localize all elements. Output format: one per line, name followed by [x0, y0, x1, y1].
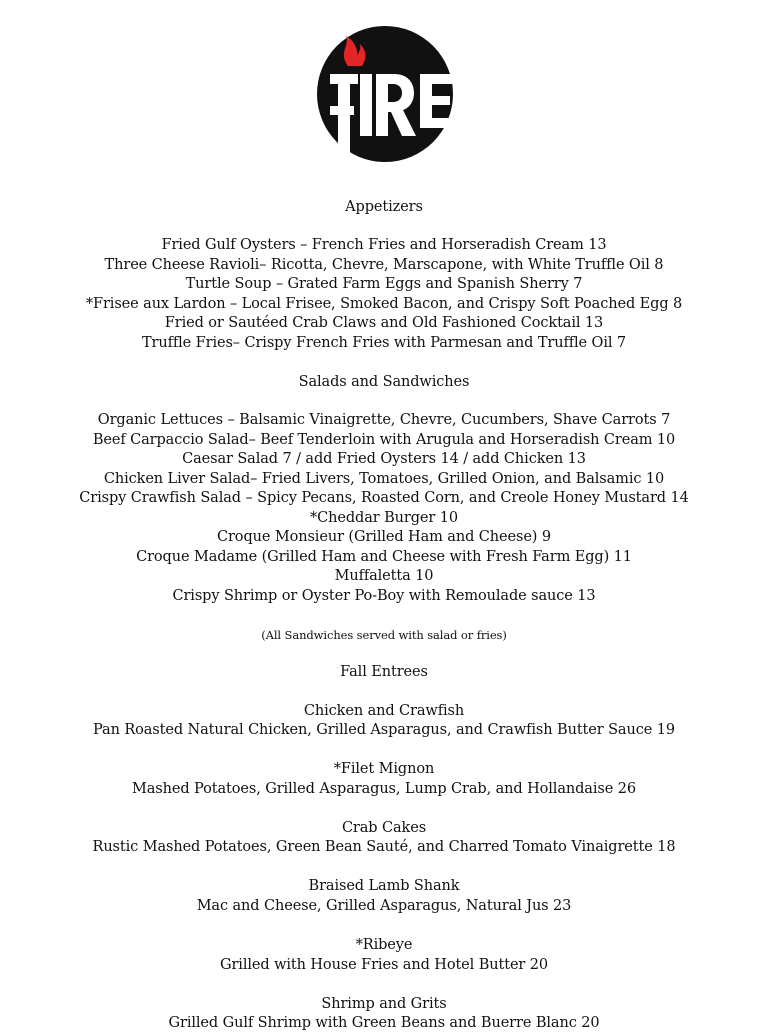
menu-item: Muffaletta 10	[334, 568, 434, 584]
menu-item: Croque Madame (Grilled Ham and Cheese with Fresh Farm Egg) 11	[136, 549, 632, 565]
entree-description: Mac and Cheese, Grilled Asparagus, Natural Jus 23	[196, 898, 572, 914]
entree-description: Rustic Mashed Potatoes, Green Bean Sauté, and Charred Tomato Vinaigrette 18	[92, 839, 676, 855]
menu-item: *Cheddar Burger 10	[310, 510, 458, 526]
menu-item: Truffle Fries– Crispy French Fries with Parmesan and Truffle Oil 7	[141, 335, 627, 351]
menu-item: Caesar Salad 7 / add Fried Oysters 14 / add Chicken 13	[182, 451, 586, 467]
menu-item: Organic Lettuces – Balsamic Vinaigrette, Chevre, Cucumbers, Shave Carrots 7	[97, 412, 671, 428]
menu-item: Crispy Shrimp or Oyster Po-Boy with Remoulade sauce 13	[172, 588, 596, 604]
fire-logo	[316, 22, 454, 164]
entree-description: Grilled with House Fries and Hotel Butter 20	[219, 957, 549, 973]
section-heading-appetizers: Appetizers	[345, 199, 423, 215]
entree-name: *Ribeye	[355, 937, 413, 953]
entree-name: Shrimp and Grits	[321, 996, 447, 1012]
entree-description: Grilled Gulf Shrimp with Green Beans and Buerre Blanc 20	[168, 1015, 600, 1031]
menu-item: Fried or Sautéed Crab Claws and Old Fashioned Cocktail 13	[164, 315, 604, 331]
menu-item: Chicken Liver Salad– Fried Livers, Tomatoes, Grilled Onion, and Balsamic 10	[103, 471, 665, 487]
sandwich-note: (All Sandwiches served with salad or fries)	[261, 628, 507, 642]
menu-item: Crispy Crawfish Salad – Spicy Pecans, Roasted Corn, and Creole Honey Mustard 14	[79, 490, 689, 506]
menu-item: Turtle Soup – Grated Farm Eggs and Spanish Sherry 7	[185, 276, 583, 292]
menu-item: Beef Carpaccio Salad– Beef Tenderloin with Arugula and Horseradish Cream 10	[92, 432, 676, 448]
menu-item: Three Cheese Ravioli– Ricotta, Chevre, Marscapone, with White Truffle Oil 8	[104, 257, 664, 273]
section-heading-fall-entrees: Fall Entrees	[340, 664, 428, 680]
section-heading-salads-sandwiches: Salads and Sandwiches	[298, 374, 470, 390]
menu-item: Croque Monsieur (Grilled Ham and Cheese) 9	[216, 529, 551, 545]
entree-description: Mashed Potatoes, Grilled Asparagus, Lump Crab, and Hollandaise 26	[132, 781, 636, 797]
entree-name: Braised Lamb Shank	[308, 878, 460, 894]
entree-name: Chicken and Crawfish	[303, 703, 465, 719]
entree-name: *Filet Mignon	[333, 761, 435, 777]
menu-item: *Frisee aux Lardon – Local Frisee, Smoked Bacon, and Crispy Soft Poached Egg 8	[85, 296, 683, 312]
entree-name: Crab Cakes	[341, 820, 427, 836]
entree-description: Pan Roasted Natural Chicken, Grilled Asparagus, and Crawfish Butter Sauce 19	[93, 722, 675, 738]
menu-item: Fried Gulf Oysters – French Fries and Horseradish Cream 13	[161, 237, 607, 253]
